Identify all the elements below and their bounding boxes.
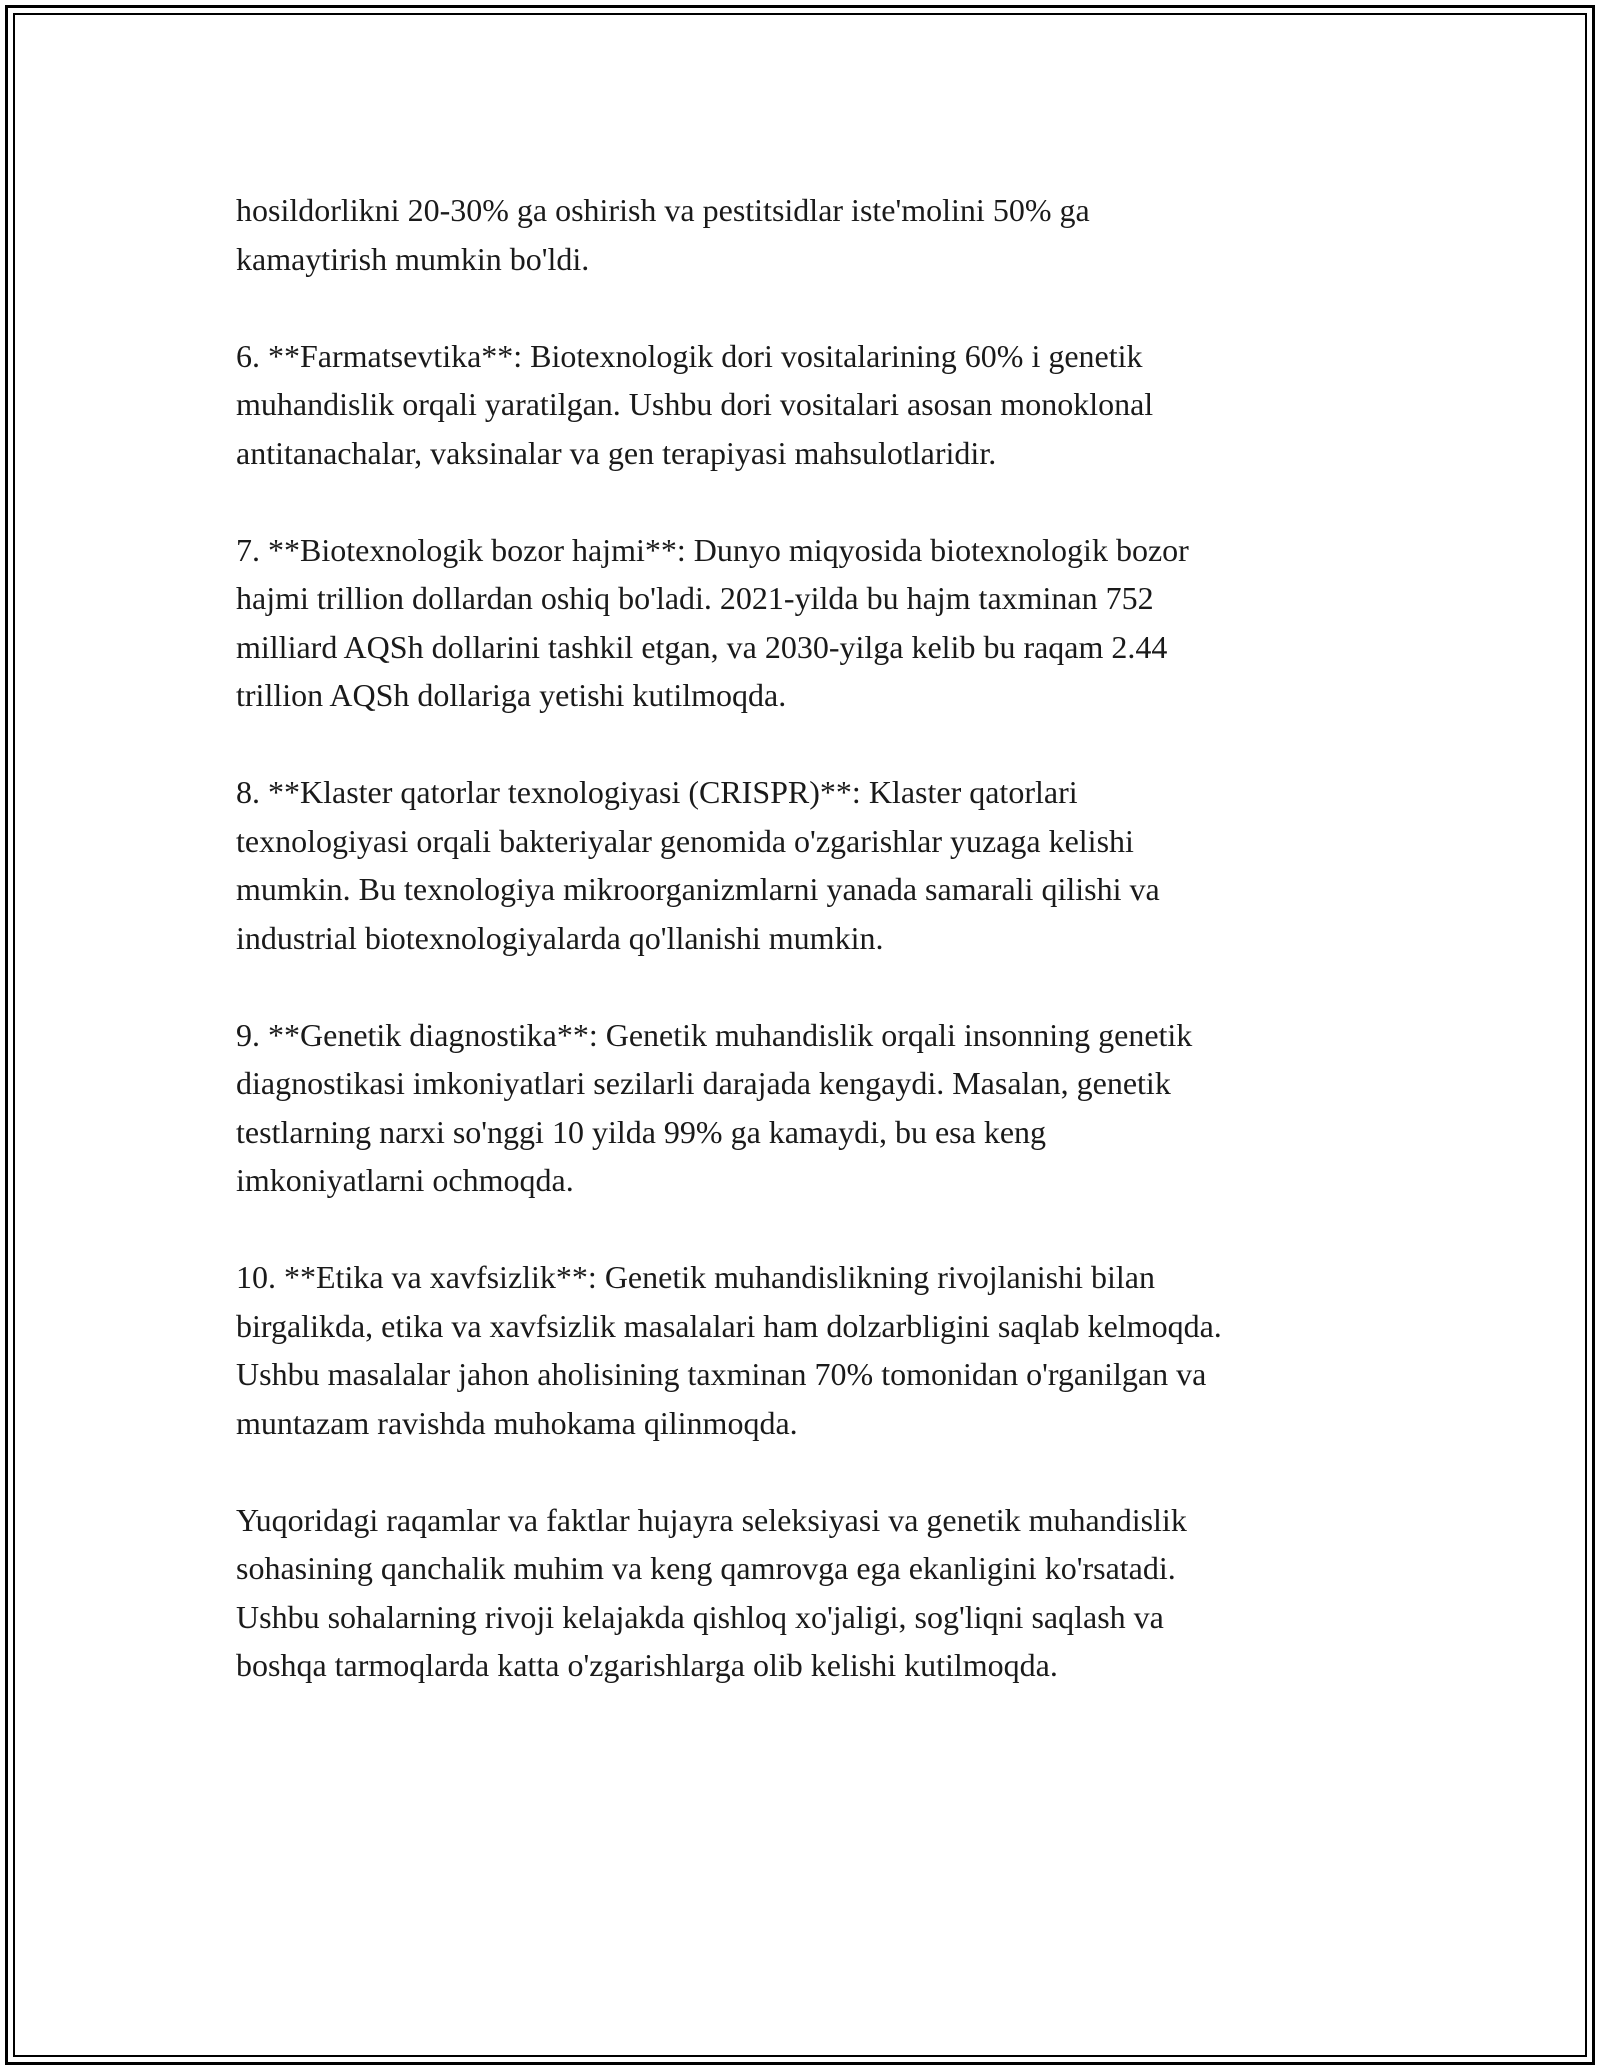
paragraph-conclusion: Yuqoridagi raqamlar va faktlar hujayra seleksiyasi va genetik muhandislik sohasining qanchalik muhim va keng qamrovga ega ekanligini ko'rsatadi. Ushbu sohalarning rivoji kelajakda qishloq xo'jaligi, sog'liqni saqlash va boshqa tarmoqlarda katta o'zgarishlarga olib kelishi kutilmoqda. bbox=[236, 1501, 1187, 1683]
paragraph-item-9: 9. **Genetik diagnostika**: Genetik muhandislik orqali insonning genetik diagnostikasi imkoniyatlari sezilarli darajada kengaydi. Masalan, genetik testlarning narxi so'nggi 10 yilda 99% ga kamaydi, bu esa keng imkoniyatlarni ochmoqda. bbox=[236, 1016, 1193, 1198]
paragraph-item-7: 7. **Biotexnologik bozor hajmi**: Dunyo miqyosida biotexnologik bozor hajmi trillion dollardan oshiq bo'ladi. 2021-yilda bu hajm taxminan 752 milliard AQSh dollarini tashkil etgan, va 2030-yilga kelib bu raqam 2.44 trillion AQSh dollariga yetishi kutilmoqda. bbox=[236, 531, 1189, 713]
paragraph-item-6: 6. **Farmatsevtika**: Biotexnologik dori vositalarining 60% i genetik muhandislik orqali yaratilgan. Ushbu dori vositalari asosan monoklonal antitanachalar, vaksinalar va gen terapiyasi mahsulotlaridir. bbox=[236, 337, 1154, 471]
paragraph-item-8: 8. **Klaster qatorlar texnologiyasi (CRISPR)**: Klaster qatorlari texnologiyasi orqali bakteriyalar genomida o'zgarishlar yuzaga kelishi mumkin. Bu texnologiya mikroorganizmlarni yanada samarali qilishi va industrial biotexnologiyalarda qo'llanishi mumkin. bbox=[236, 774, 1160, 956]
paragraph-continuation: hosildorlikni 20-30% ga oshirish va pestitsidlar iste'molini 50% ga kamaytirish mumkin bo'ldi. bbox=[236, 192, 1090, 277]
paragraph-item-10: 10. **Etika va xavfsizlik**: Genetik muhandislikning rivojlanishi bilan birgalikda, etika va xavfsizlik masalalari ham dolzarbligini saqlab kelmoqda. Ushbu masalalar jahon aholisining taxminan 70% tomonidan o'rganilgan va muntazam ravishda muhokama qilinmoqda. bbox=[236, 1259, 1222, 1441]
document-body bbox=[236, 186, 1386, 1690]
